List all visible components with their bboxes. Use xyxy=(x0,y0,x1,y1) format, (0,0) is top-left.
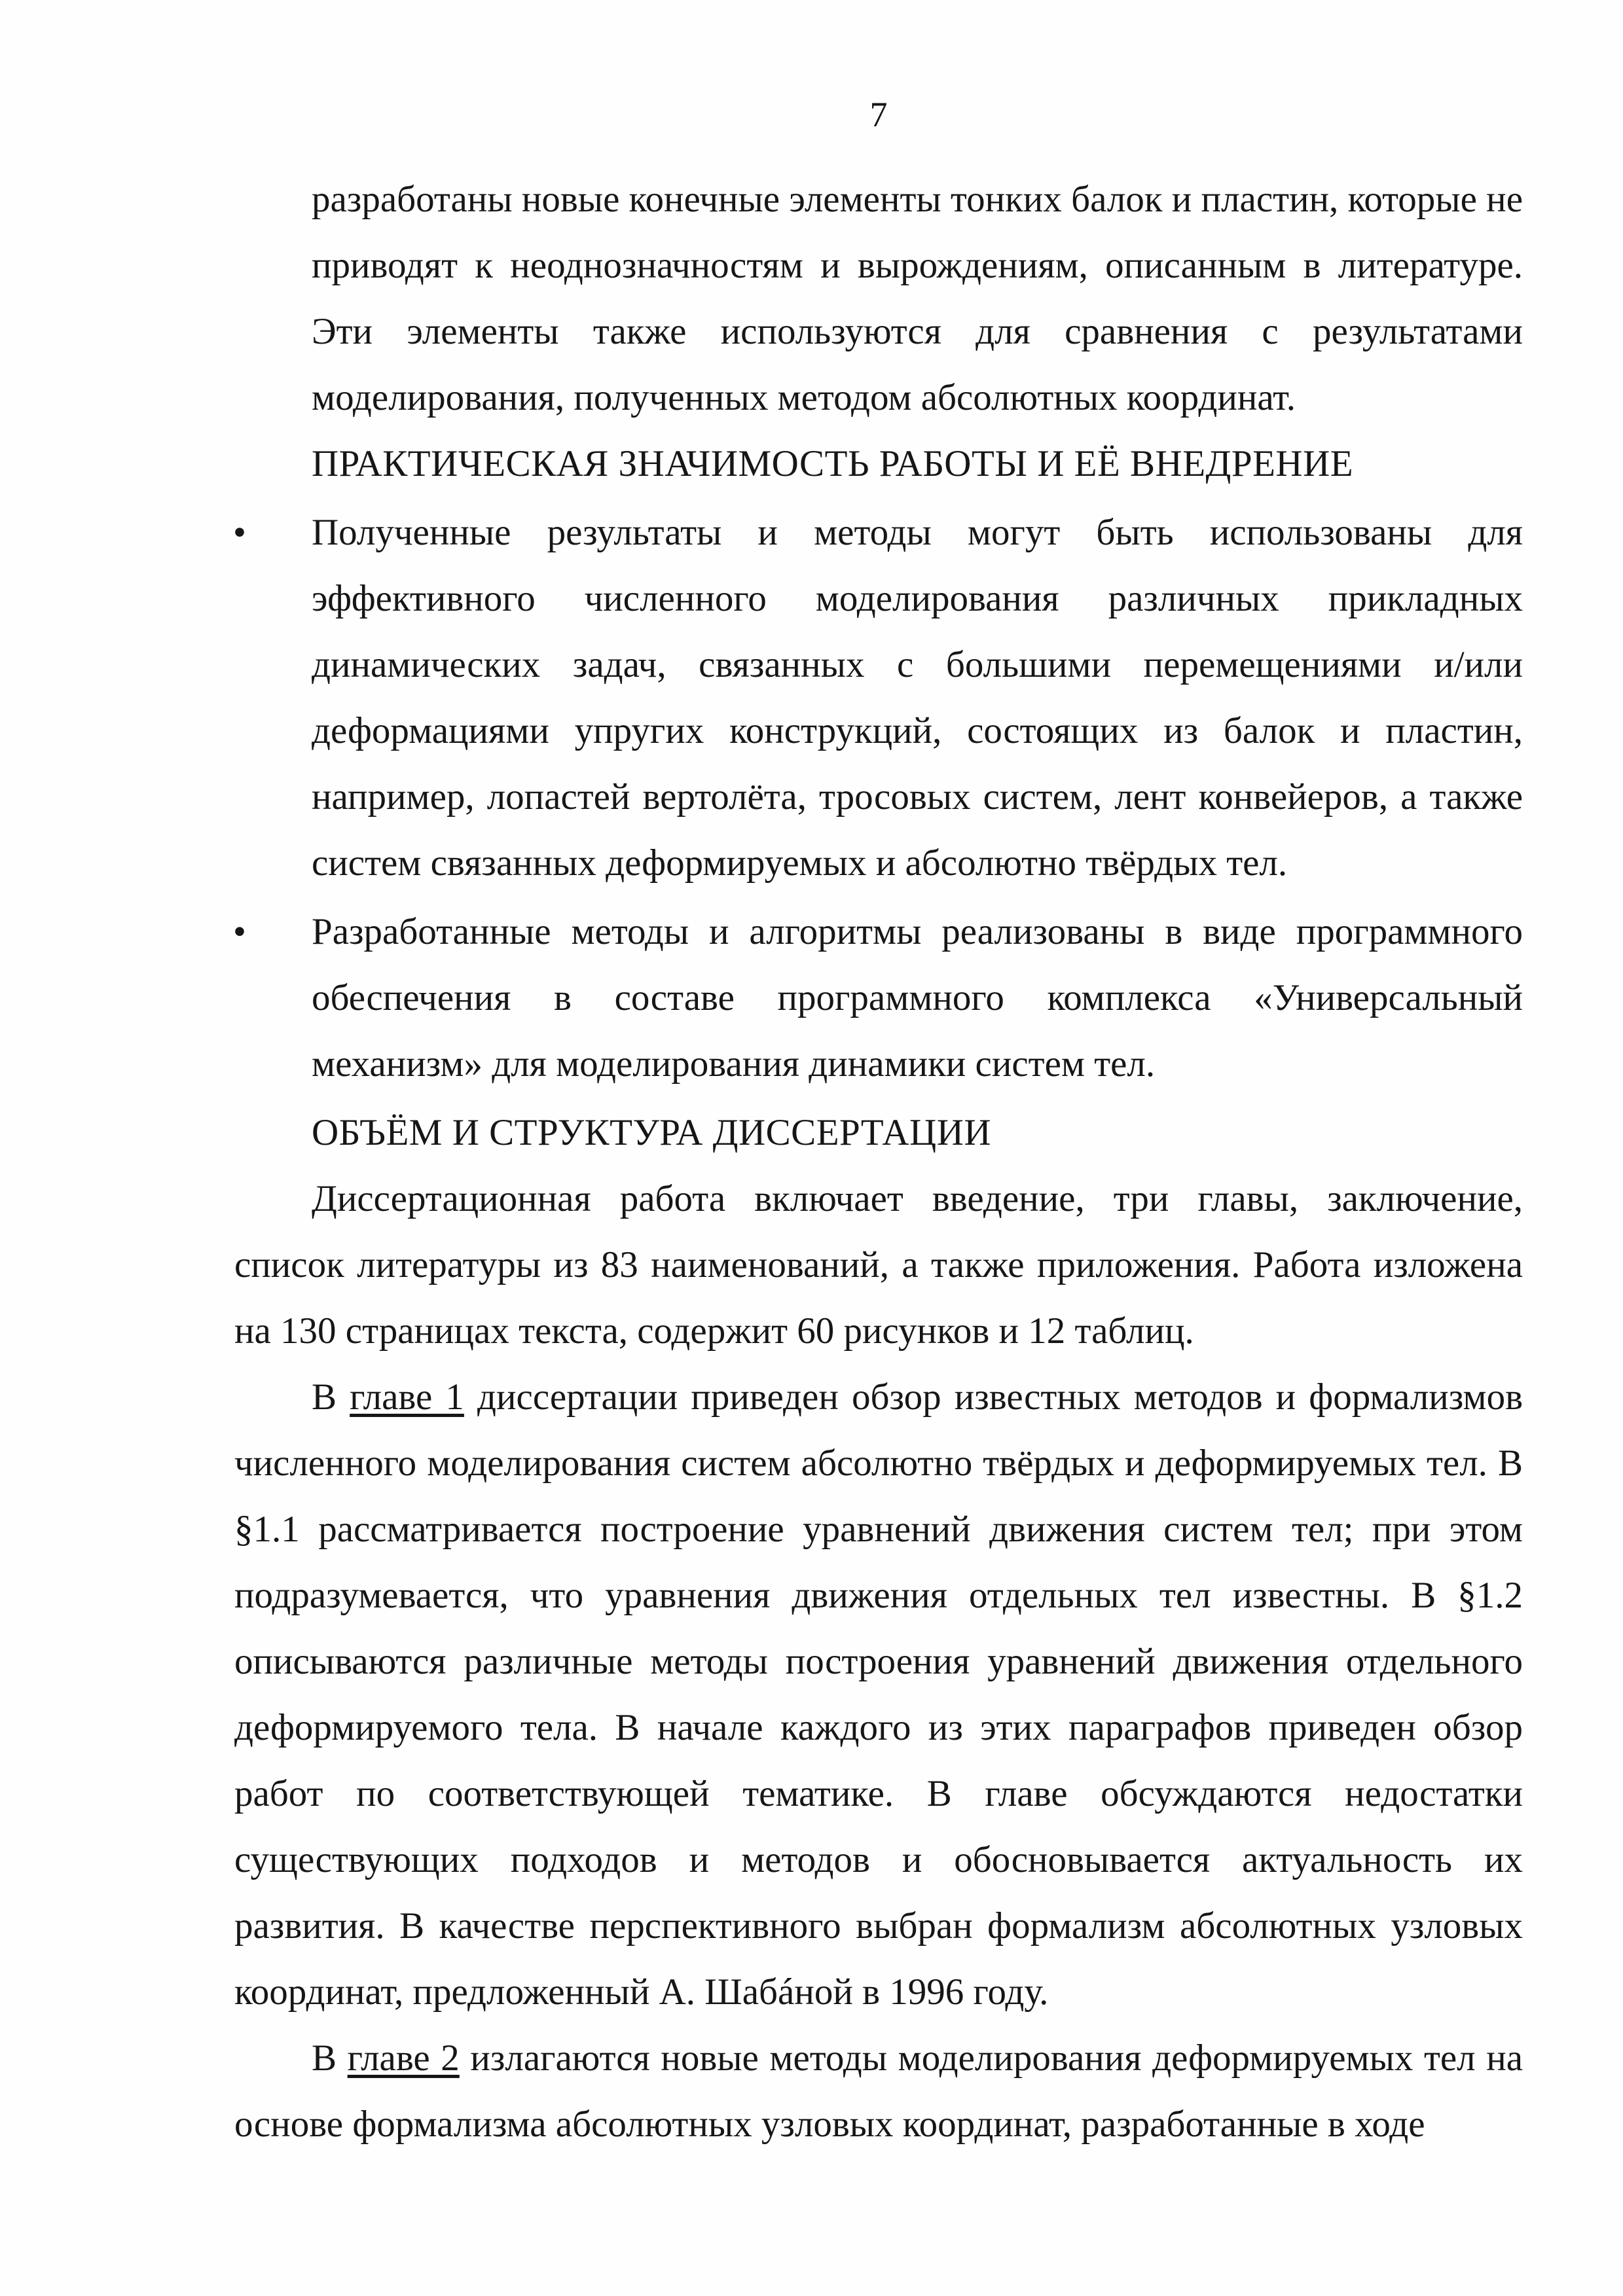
paragraph-text: В xyxy=(312,2037,348,2079)
bullet-list xyxy=(234,499,1523,1097)
paragraph-chapter-2 xyxy=(234,2025,1523,2157)
paragraph-text: излагаются новые методы моделирования деформируемых тел на основе формализма абсолютных узловых координат, разработанные в ходе xyxy=(234,2037,1523,2145)
paragraph-chapter-1 xyxy=(234,1364,1523,2025)
bullet-icon: • xyxy=(233,911,246,952)
list-item-text: Разработанные методы и алгоритмы реализованы в виде программного обеспечения в составе программного комплекса «Универсальный механизм» для моделирования динамики систем тел. xyxy=(312,911,1523,1085)
page-number: 7 xyxy=(869,95,888,134)
paragraph-volume: Диссертационная работа включает введение, три главы, заключение, список литературы из 83 наименований, а также приложения. Работа изложена на 130 страницах текста, содержит 60 рисунков и 12 таблиц. xyxy=(234,1178,1523,1352)
chapter-2-reference: главе 2 xyxy=(347,2037,460,2079)
list-item xyxy=(233,499,1523,896)
list-item-continuation: разработаны новые конечные элементы тонких балок и пластин, которые не приводят к неоднозначностям и вырождениям, описанным в литературе. Эти элементы также используются для сравнения с результатами моделирования, полученных методом абсолютных координат. xyxy=(312,179,1523,418)
bullet-icon: • xyxy=(233,512,246,553)
paragraph-text: диссертации приведен обзор известных методов и формализмов численного моделирования систем абсолютно твёрдых и деформируемых тел. В §1.1 рассматривается построение уравнений движения систем тел; при этом подразумевается, что уравнения движения отдельных тел известны. В §1.2 описываются различные методы построения уравнений движения отдельного деформируемого тела. В начале каждого из этих параграфов приведен обзор работ по соответствующей тематике. В главе обсуждаются недостатки существующих подходов и методов и обосновывается актуальность их развития. В качестве перспективного выбран формализм абсолютных узловых координат, предложенный А. Шабáной в 1996 году. xyxy=(234,1376,1523,2013)
section-heading-practical-significance: ПРАКТИЧЕСКАЯ ЗНАЧИМОСТЬ РАБОТЫ И ЕЁ ВНЕДРЕНИЕ xyxy=(312,443,1354,484)
chapter-1-reference: главе 1 xyxy=(350,1376,464,1418)
list-item xyxy=(233,899,1523,1097)
section-heading-volume-structure: ОБЪЁМ И СТРУКТУРА ДИССЕРТАЦИИ xyxy=(312,1112,992,1153)
list-item-text: Полученные результаты и методы могут быть использованы для эффективного численного моделирования различных прикладных динамических задач, связанных с большими перемещениями и/или деформациями упругих конструкций, состоящих из балок и пластин, например, лопастей вертолёта, тросовых систем, лент конвейеров, а также систем связанных деформируемых и абсолютно твёрдых тел. xyxy=(312,512,1523,884)
paragraph-text: В xyxy=(312,1376,350,1418)
